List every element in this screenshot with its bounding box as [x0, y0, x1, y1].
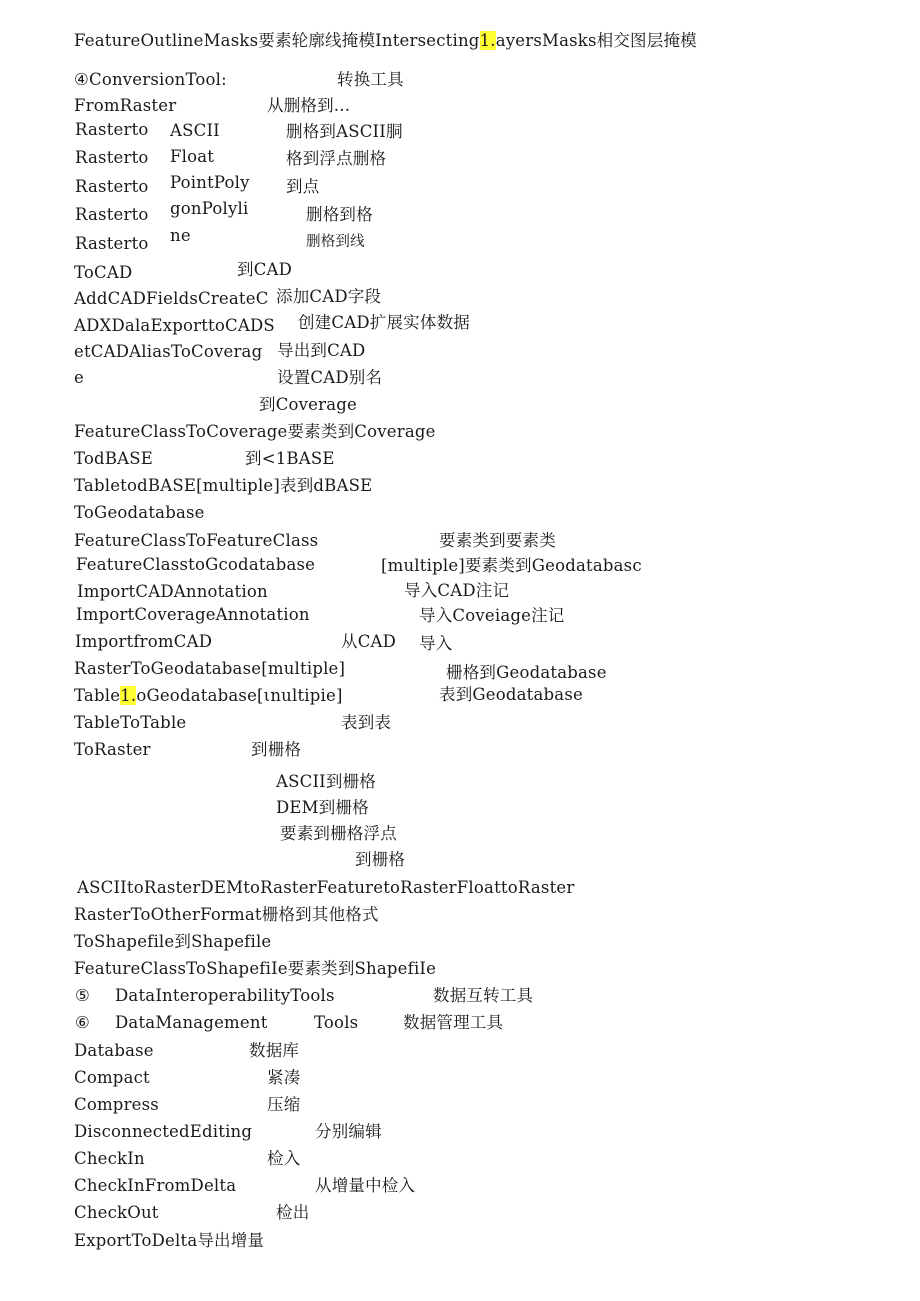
- mgmt-zh: 数据管理工具: [403, 1013, 504, 1032]
- rasterto-label-1: Rasterto: [75, 120, 149, 139]
- db-row-3-zh: 压缩: [267, 1095, 301, 1114]
- db-row-7-zh: 检出: [276, 1203, 310, 1222]
- fc-to-gdb-zh: [multiple]要素类到Geodatabasc: [381, 556, 642, 575]
- cad-zh-1: 添加CAD字段: [276, 287, 382, 306]
- import-cad-label: ImportCADAnnotation: [77, 582, 268, 601]
- db-row-3-label: Compress: [74, 1095, 159, 1114]
- to-dbase-label: TodBASE: [74, 449, 154, 468]
- line-masks-text-b: ayersMasks相交图层掩模: [495, 31, 697, 50]
- conversion-heading: ④ConversionTool:: [74, 70, 227, 89]
- interop-number: ⑤: [75, 986, 90, 1005]
- db-row-7-label: CheckOut: [74, 1203, 159, 1222]
- cad-zh-2: 创建CAD扩展实体数据: [298, 313, 470, 332]
- import-from-cad-label: ImportfromCAD: [75, 632, 213, 651]
- rasterto-mid-1: ASCII: [170, 121, 220, 140]
- mgmt-number: ⑥: [75, 1013, 90, 1032]
- cad-zh-4: 设置CAD别名: [277, 368, 383, 387]
- from-raster-label: FromRaster: [74, 96, 177, 115]
- highlighted-text: 1.: [479, 31, 496, 50]
- fc-to-gdb-label: FeatureClasstoGcodatabase: [76, 555, 316, 574]
- db-row-6-zh: 从增量中检入: [315, 1176, 416, 1195]
- to-raster-item-1: ASCII到栅格: [276, 772, 376, 791]
- fc-to-coverage: FeatureClassToCoverage要素类到Coverage: [74, 422, 436, 441]
- db-row-5-label: CheckIn: [74, 1149, 145, 1168]
- mgmt-label: DataManagement: [115, 1013, 268, 1032]
- db-row-2-label: Compact: [74, 1068, 150, 1087]
- rasterto-mid-3: PointPoly: [170, 173, 250, 192]
- fc-to-shapefile: FeatureClassToShapefiIe要素类到ShapefiIe: [74, 959, 437, 978]
- to-dbase-zh: 到<1BASE: [245, 449, 335, 468]
- highlighted-text-2: 1.: [120, 686, 137, 705]
- db-row-1-label: Database: [74, 1041, 154, 1060]
- import-from-cad-mid: 从CAD: [341, 632, 397, 651]
- rasterto-label-4: Rasterto: [75, 205, 149, 224]
- raster-to-gdb-label: RasterToGeodatabase[multiple]: [74, 659, 346, 678]
- db-row-4-zh: 分别编辑: [315, 1122, 382, 1141]
- import-cad-zh: 导入CAD注记: [404, 581, 510, 600]
- db-row-6-label: CheckInFromDelta: [74, 1176, 237, 1195]
- table-to-table-zh: 表到表: [341, 713, 392, 732]
- table-to-dbase: TabletodBASE[multiple]表到dBASE: [74, 476, 373, 495]
- rasterto-zh-1: 删格到ASCII胴: [286, 122, 403, 141]
- to-raster-zh: 到栅格: [251, 740, 302, 759]
- raster-to-gdb-zh: 栅格到Geodatabase: [446, 663, 607, 682]
- rasterto-label-5: Rasterto: [75, 234, 149, 253]
- cad-en-4: e: [74, 368, 84, 387]
- to-raster-item-2: DEM到栅格: [276, 798, 369, 817]
- cad-en-1: AddCADFieldsCreateC: [74, 289, 269, 308]
- db-row-1-zh: 数据库: [249, 1041, 300, 1060]
- export-to-delta: ExportToDelta导出增量: [74, 1231, 265, 1250]
- to-raster-label: ToRaster: [74, 740, 151, 759]
- import-coverage-label: ImportCoverageAnnotation: [76, 605, 310, 624]
- to-coverage-heading: 到Coverage: [259, 395, 357, 414]
- conversion-heading-zh: 转换工具: [337, 70, 404, 89]
- db-row-4-label: DisconnectedEditing: [74, 1122, 253, 1141]
- fc-to-fc-zh: 要素类到要素类: [439, 531, 556, 550]
- raster-to-other-format: RasterToOtherFormat栅格到其他格式: [74, 905, 379, 924]
- to-cad-zh: 到CAD: [237, 260, 293, 279]
- import-from-cad-zh: 导入: [419, 634, 453, 653]
- rasterto-label-3: Rasterto: [75, 177, 149, 196]
- rasterto-label-2: Rasterto: [75, 148, 149, 167]
- rasterto-mid-5: ne: [170, 226, 191, 245]
- to-shapefile: ToShapefile到Shapefile: [74, 932, 272, 951]
- to-geodatabase-label: ToGeodatabase: [74, 503, 205, 522]
- interop-zh: 数据互转工具: [433, 986, 534, 1005]
- from-raster-zh: 从删格到...: [267, 96, 351, 115]
- table-to-gdb-row: [74, 685, 343, 707]
- fc-to-fc-label: FeatureClassToFeatureClass: [74, 531, 319, 550]
- rasterto-zh-5: 删格到线: [306, 234, 365, 250]
- table-to-table-label: TableToTable: [74, 713, 187, 732]
- to-cad-label: ToCAD: [74, 263, 133, 282]
- rasterto-zh-4: 删格到格: [306, 205, 373, 224]
- interop-label: DataInteroperabilityTools: [115, 986, 335, 1005]
- to-raster-item-4: 到栅格: [355, 850, 406, 869]
- cad-en-3: etCADAliasToCoverag: [74, 342, 263, 361]
- db-row-5-zh: 检入: [267, 1149, 301, 1168]
- table-to-gdb-b: oGeodatabase[ιnultipie]: [136, 686, 343, 705]
- mgmt-label-2: Tools: [314, 1013, 359, 1032]
- rasterto-zh-2: 格到浮点删格: [286, 149, 387, 168]
- import-coverage-zh: 导入Coveiage注记: [419, 606, 565, 625]
- table-to-gdb-zh: 表到Geodatabase: [439, 685, 583, 704]
- line-masks-text-a: FeatureOutlineMasks要素轮廓线掩模Intersecting: [74, 31, 480, 50]
- cad-en-2: ADXDalaExporttoCADS: [74, 316, 275, 335]
- db-row-2-zh: 紧凑: [267, 1068, 301, 1087]
- table-to-gdb-a: Table: [74, 686, 121, 705]
- to-raster-item-3: 要素到栅格浮点: [280, 824, 397, 843]
- rasterto-mid-2: Float: [170, 147, 215, 166]
- rasterto-zh-3: 到点: [286, 177, 320, 196]
- rasterto-mid-4: gonPolyli: [170, 199, 249, 218]
- to-raster-tools: ASCIItoRasterDEMtoRasterFeaturetoRasterFloattoRaster: [77, 878, 575, 897]
- line-masks-row: [74, 30, 697, 52]
- cad-zh-3: 导出到CAD: [277, 341, 366, 360]
